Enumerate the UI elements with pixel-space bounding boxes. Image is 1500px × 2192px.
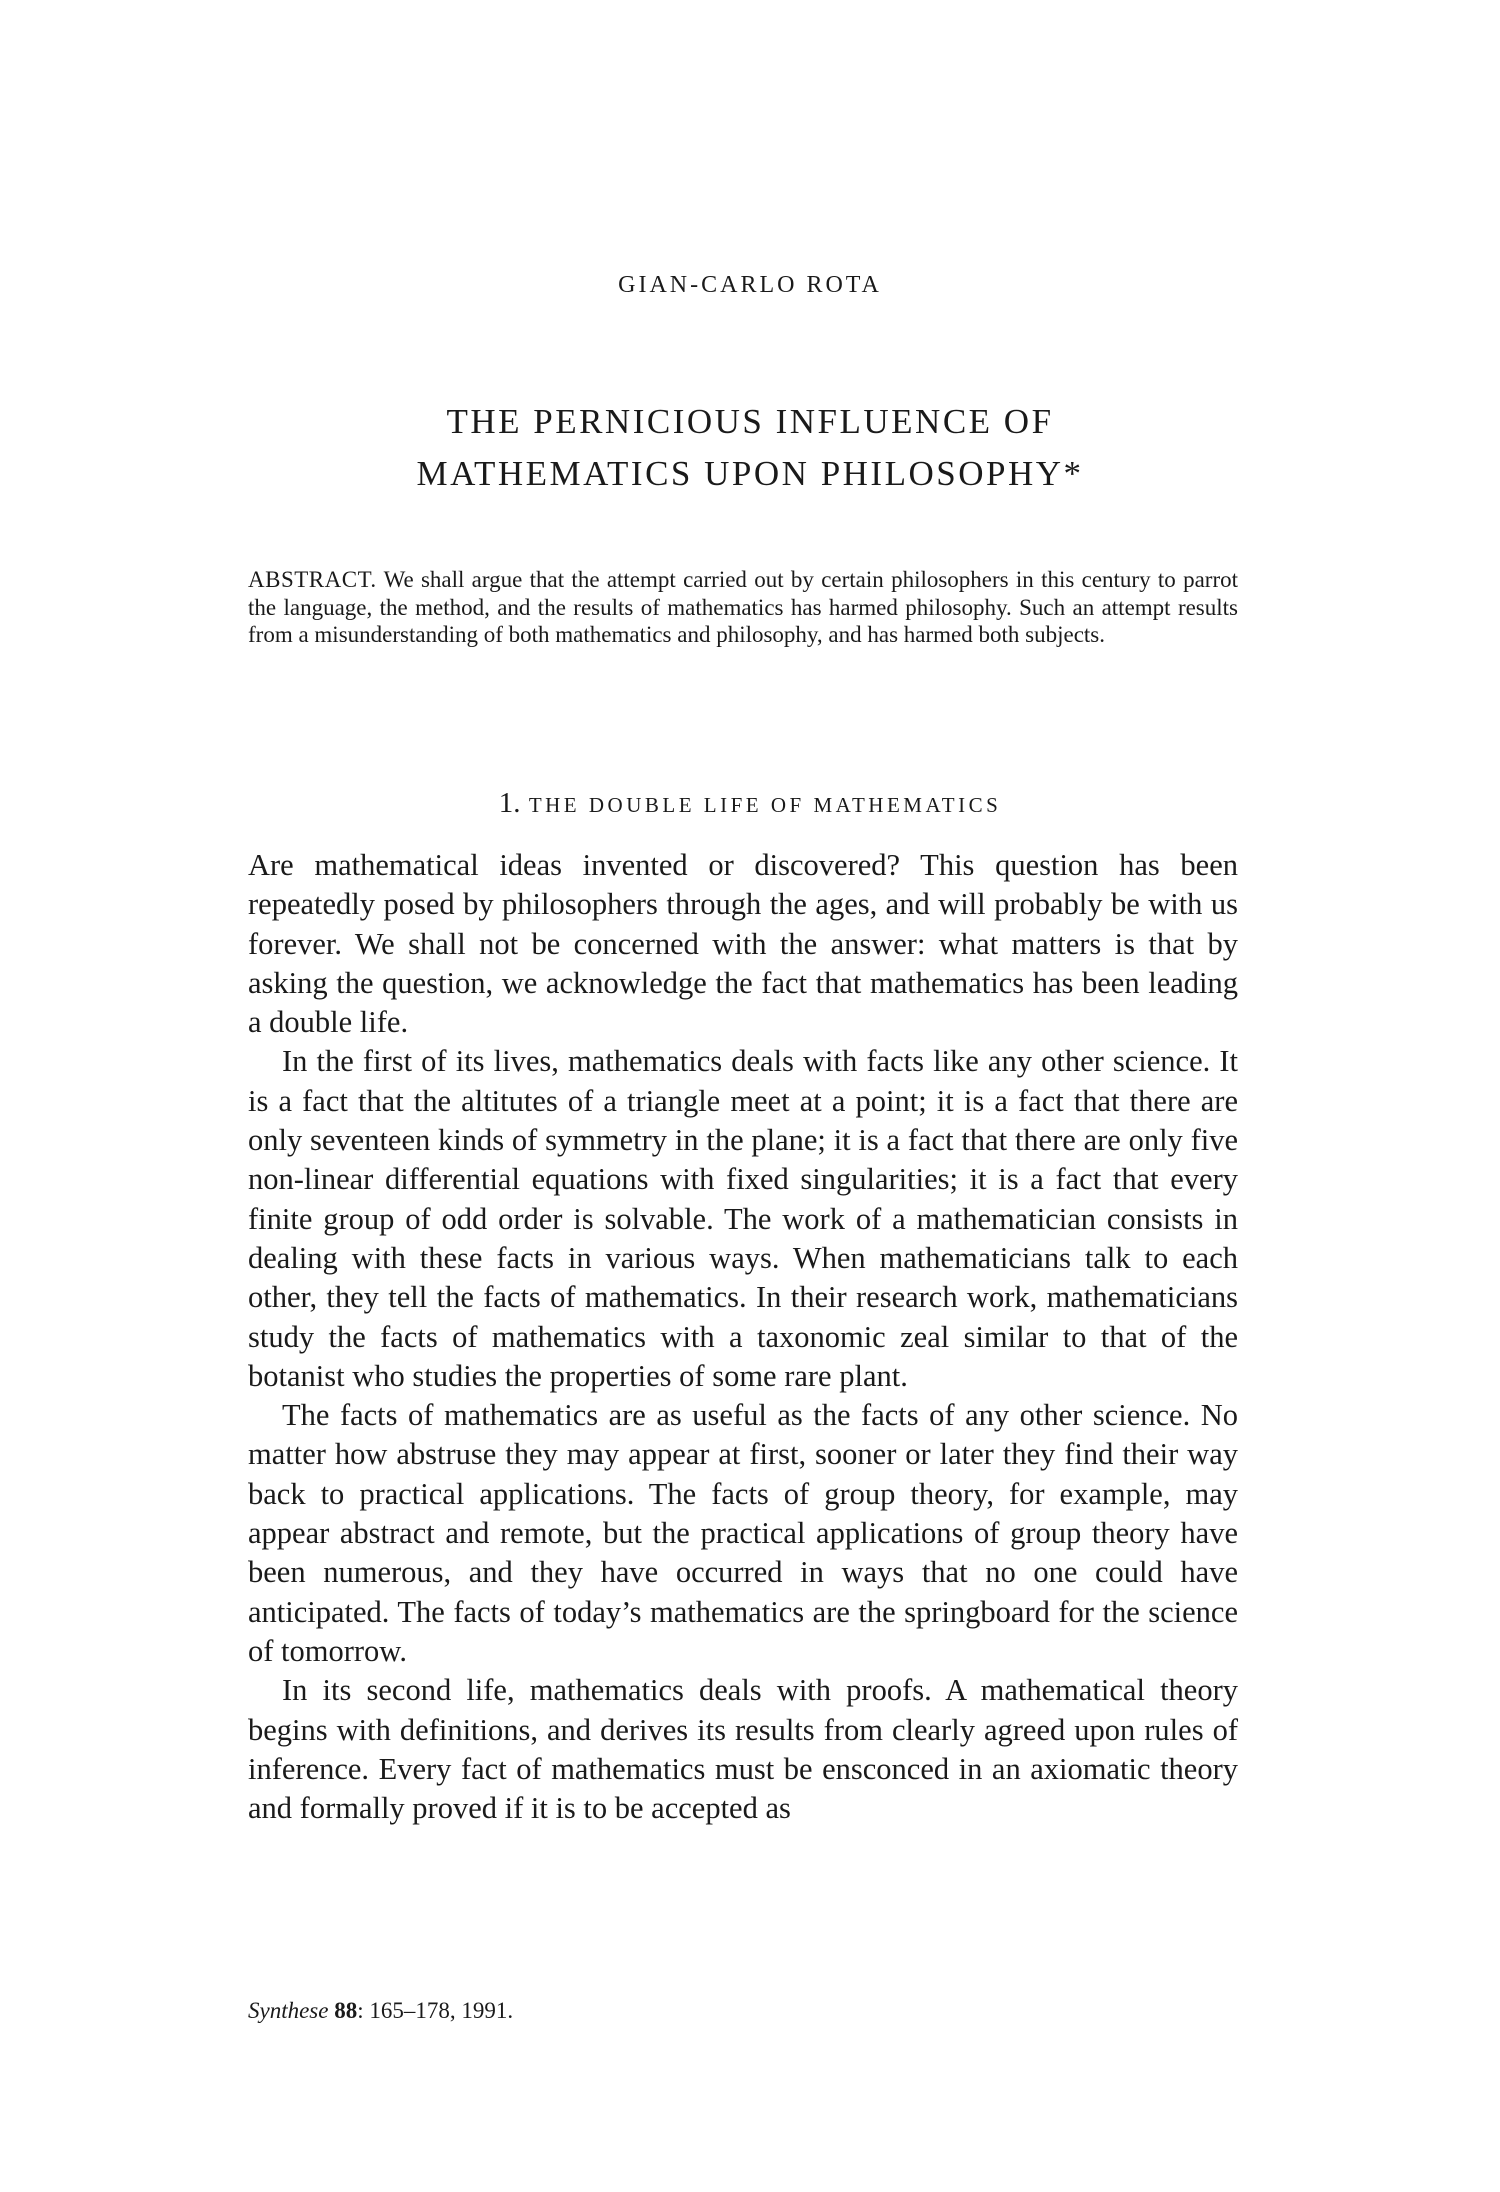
title-line-1: THE PERNICIOUS INFLUENCE OF (446, 402, 1054, 441)
section-title: THE DOUBLE LIFE OF MATHEMATICS (528, 793, 1002, 817)
author-name: GIAN-CARLO ROTA (618, 272, 882, 298)
journal-name: Synthese (248, 1998, 329, 2023)
body-text (248, 846, 1238, 1828)
title-line-2: MATHEMATICS UPON PHILOSOPHY* (416, 454, 1084, 493)
paragraph-2: In the first of its lives, mathematics deals with facts like any other science. It is a fact that the altitutes of a triangle meet at a point; it is a fact that there are only seventeen kinds of symmetry in the plane; it is a fact that there are only five non-linear differential equations with fixed singularities; it is a fact that every finite group of odd order is solvable. The work of a mathematician consists in dealing with these facts in various ways. When mathematicians talk to each other, they tell the facts of mathematics. In their research work, mathematicians study the facts of mathematics with a taxonomic zeal similar to that of the botanist who studies the properties of some rare plant. (248, 1044, 1238, 1393)
abstract-label: ABSTRACT. (248, 567, 377, 592)
section-heading (0, 787, 1500, 820)
paragraph-4: In its second life, mathematics deals with proofs. A mathematical theory begins with definitions, and derives its results from clearly agreed upon rules of inference. Every fact of mathematics must be ensconced in an axiomatic theory and formally proved if it is to be accepted as (248, 1673, 1238, 1826)
journal-pages: : 165–178, 1991. (357, 1998, 514, 2023)
paragraph-1: Are mathematical ideas invented or discovered? This question has been repeatedly posed by philosophers through the ages, and will probably be with us forever. We shall not be concerned with the answer: what matters is that by asking the question, we acknowledge the fact that mathematics has been leading a double life. (248, 848, 1238, 1040)
journal-volume: 88 (334, 1998, 358, 2023)
paper-title (0, 396, 1500, 500)
abstract (248, 566, 1238, 649)
paragraph-3: The facts of mathematics are as useful as the facts of any other science. No matter how abstruse they may appear at first, sooner or later they find their way back to practical applications. The facts of group theory, for example, may appear abstract and remote, but the practical applications of group theory have been numerous, and they have occurred in ways that no one could have anticipated. The facts of today’s mathematics are the springboard for the science of tomorrow. (248, 1398, 1238, 1668)
section-number: 1. (498, 787, 521, 819)
abstract-text: We shall argue that the attempt carried out by certain philosophers in this century to parrot the language, the method, and the results of mathematics has harmed philosophy. Such an attempt results from a misunderstanding of both mathematics and philosophy, and has harmed both subjects. (248, 567, 1238, 647)
citation-footer (248, 1998, 513, 2024)
